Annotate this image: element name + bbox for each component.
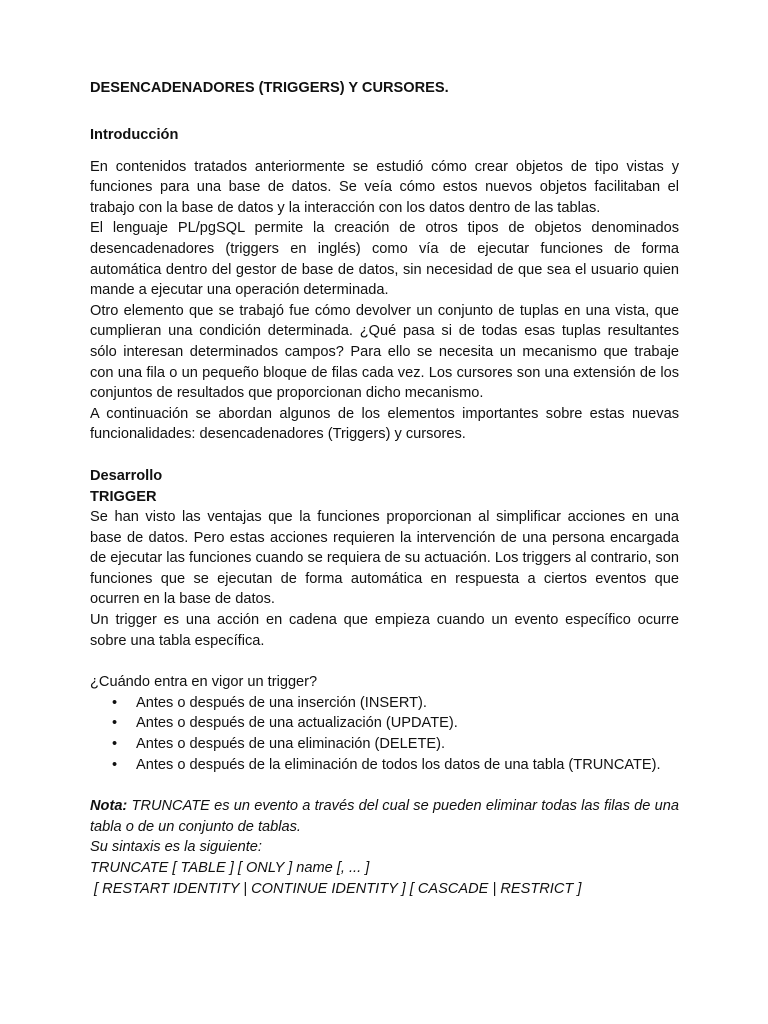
trigger-question: ¿Cuándo entra en vigor un trigger? [90,674,318,691]
list-item: • Antes o después de una eliminación (DELETE). [90,734,679,755]
development-heading: Desarrollo [90,467,163,484]
syntax-line-2: [ RESTART IDENTITY | CONTINUE IDENTITY ] [ CASCADE | RESTRICT ] [90,880,582,897]
trigger-paragraph-1: Se han visto las ventajas que la funciones proporcionan al simplificar acciones en una base de datos. Pero estas acciones requieren la intervención de una persona encargada de ejecutar las funciones cuando se requiera de su actuación. Los triggers al contrario, son funciones que se ejecutan de forma automática en respuesta a ciertos eventos que ocurren en la base de datos. [90,509,679,608]
intro-paragraph-4: A continuación se abordan algunos de los elementos importantes sobre estas nuevas funcionalidades: desencadenadores (Triggers) y cursores. [90,405,679,443]
list-item: • Antes o después de la eliminación de todos los datos de una tabla (TRUNCATE). [90,755,679,776]
trigger-events-list [90,693,679,775]
intro-paragraph-1: En contenidos tratados anteriormente se estudió cómo crear objetos de tipo vistas y funciones para una base de datos. Se veía cómo estos nuevos objetos facilitaban el trabajo con la base de datos y la interacción con los datos dentro de las tablas. [90,158,679,216]
note-text: TRUNCATE es un evento a través del cual se pueden eliminar todas las filas de una tabla o de un conjunto de tablas. [90,798,679,835]
intro-paragraph-3: Otro elemento que se trabajó fue cómo devolver un conjunto de tuplas en una vista, que cumplieran una condición determinada. ¿Qué pasa si de todas esas tuplas resultantes sólo interesan determinados campos? Para ello se necesita un mecanismo que trabaje con una fila o un pequeño bloque de filas cada vez. Los cursores son una extensión de los conjuntos de resultados que proporcionan dicho mecanismo. [90,302,679,402]
intro-paragraph-2: El lenguaje PL/pgSQL permite la creación de otros tipos de objetos denominados desencadenadores (triggers en inglés) como vía de ejecutar funciones de forma automática dentro del gestor de base de datos, sin necesidad de que sea el usuario quien mande a ejecutar una operación determinada. [90,220,679,299]
syntax-intro: Su sintaxis es la siguiente: [90,839,262,856]
document-title: DESENCADENADORES (TRIGGERS) Y CURSORES. [90,80,449,96]
intro-heading: Introducción [90,127,179,143]
note-label: Nota: [90,798,128,815]
document-page [90,78,679,899]
syntax-line-1: TRUNCATE [ TABLE ] [ ONLY ] name [, ... ] [90,860,370,876]
list-item: • Antes o después de una actualización (UPDATE). [90,713,679,734]
list-item: • Antes o después de una inserción (INSERT). [90,693,679,714]
trigger-heading: TRIGGER [90,488,157,505]
trigger-paragraph-2: Un trigger es una acción en cadena que empieza cuando un evento específico ocurre sobre una tabla específica. [90,612,679,649]
note-paragraph [90,796,679,837]
